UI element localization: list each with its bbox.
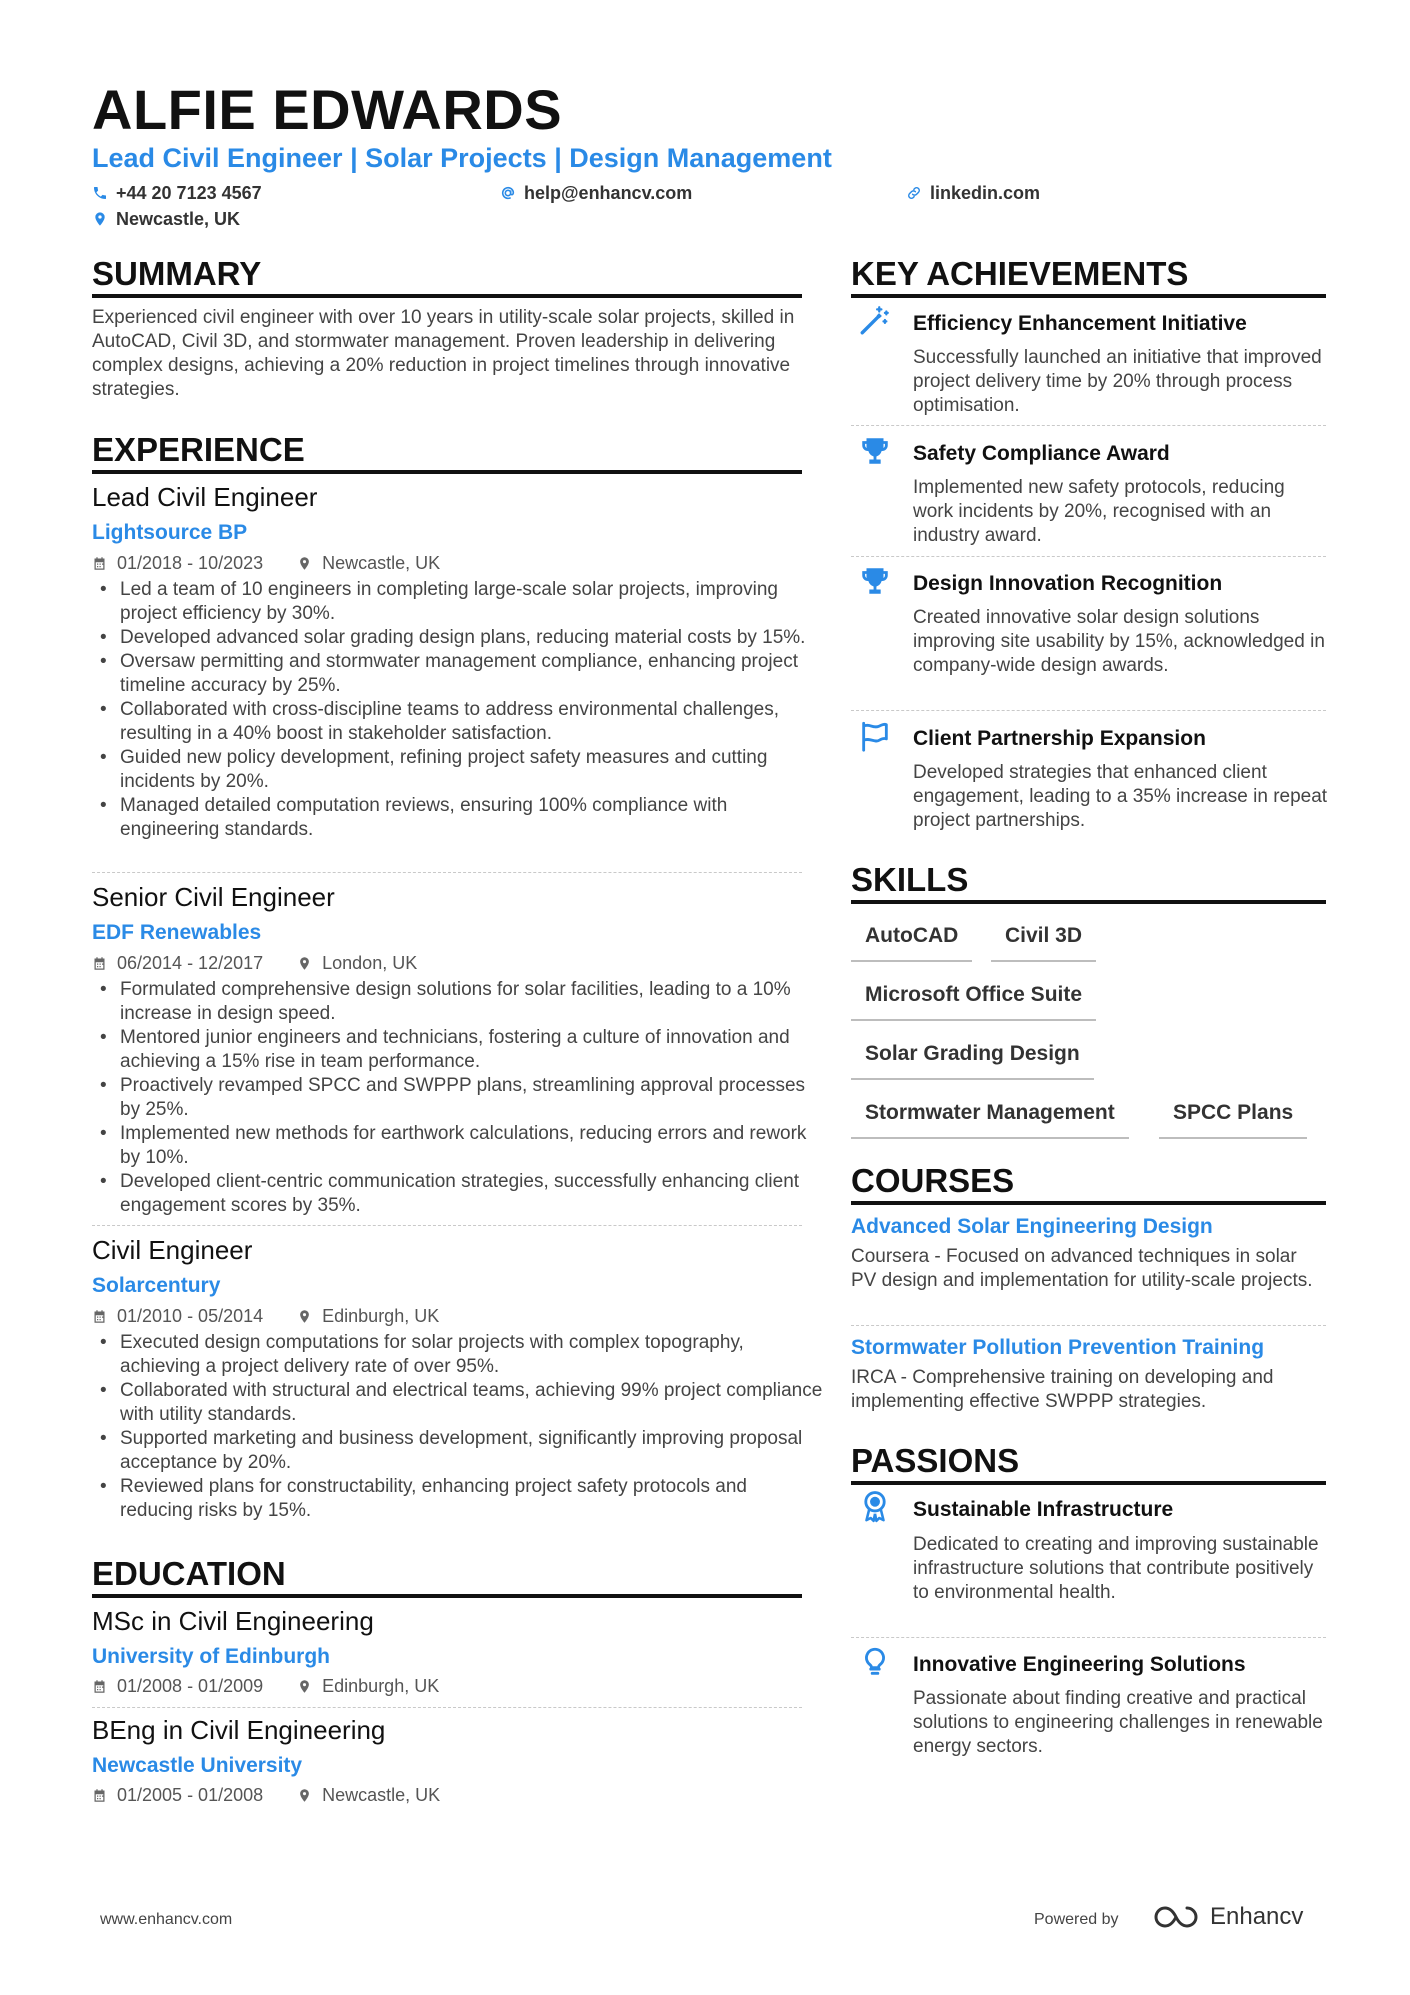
job-bullet: • Developed advanced solar grading design plans, reducing material costs by 15%. xyxy=(120,626,825,650)
job-title: Civil Engineer xyxy=(92,1235,253,1265)
job-bullet: • Collaborated with cross-discipline teams to address environmental challenges, resulting in a 40% boost in stakeholder satisfaction. xyxy=(120,698,825,746)
achievement-title: Design Innovation Recognition xyxy=(913,572,1223,595)
achievement-title: Safety Compliance Award xyxy=(913,442,1170,465)
location-pin-icon xyxy=(297,556,312,571)
achievements-rule xyxy=(851,294,1326,298)
job-title: Senior Civil Engineer xyxy=(92,882,335,912)
education-rule xyxy=(92,1594,802,1598)
education-dates: 01/2008 - 01/2009 xyxy=(117,1676,264,1696)
passions-rule xyxy=(851,1481,1326,1485)
job-dates: 01/2018 - 10/2023 xyxy=(117,553,264,573)
job-bullets xyxy=(92,978,825,1218)
passion-text: Dedicated to creating and improving sustainable infrastructure solutions that contribute positively to environmental health. xyxy=(913,1534,1319,1603)
skill-tag: Stormwater Management xyxy=(851,1102,1129,1139)
degree-title: MSc in Civil Engineering xyxy=(92,1606,374,1636)
calendar-icon xyxy=(92,1679,107,1694)
achievement-title: Efficiency Enhancement Initiative xyxy=(913,312,1247,335)
location-pin-icon xyxy=(297,956,312,971)
job-bullet: • Implemented new methods for earthwork calculations, reducing errors and rework by 10%. xyxy=(120,1122,825,1170)
summary-heading: SUMMARY xyxy=(92,255,262,292)
passion-text: Passionate about finding creative and practical solutions to engineering challenges in renewable energy sectors. xyxy=(913,1688,1323,1757)
trophy-icon xyxy=(855,564,895,604)
achievement-text: Developed strategies that enhanced client engagement, leading to a 35% increase in repeat project partnerships. xyxy=(913,762,1328,831)
skills-heading: SKILLS xyxy=(851,861,969,898)
job-bullet: • Mentored junior engineers and technicians, fostering a culture of innovation and achieving a 15% rise in team performance. xyxy=(120,1026,825,1074)
summary-rule xyxy=(92,294,802,298)
job-meta xyxy=(92,954,441,972)
skill-tag: Civil 3D xyxy=(991,925,1096,962)
divider xyxy=(851,425,1326,426)
candidate-title: Lead Civil Engineer | Solar Projects | Design Management xyxy=(92,143,832,173)
magic-wand-icon xyxy=(855,303,895,343)
email-text: help@enhancv.com xyxy=(524,183,693,203)
job-bullet: • Formulated comprehensive design solutions for solar facilities, leading to a 10% increase in design speed. xyxy=(120,978,825,1026)
job-location: Edinburgh, UK xyxy=(322,1306,440,1326)
education-dates: 01/2005 - 01/2008 xyxy=(117,1785,264,1805)
divider xyxy=(851,1325,1326,1326)
award-ribbon-icon xyxy=(855,1489,895,1529)
job-bullet: • Collaborated with structural and electrical teams, achieving 99% project compliance with utility standards. xyxy=(120,1379,825,1427)
job-bullet: • Managed detailed computation reviews, ensuring 100% compliance with engineering standards. xyxy=(120,794,825,842)
skills-rule xyxy=(851,900,1326,904)
course-title: Advanced Solar Engineering Design xyxy=(851,1215,1213,1238)
footer-website[interactable]: www.enhancv.com xyxy=(100,1911,233,1928)
location-pin-icon xyxy=(297,1788,312,1803)
job-bullets xyxy=(92,1331,825,1523)
school-name: University of Edinburgh xyxy=(92,1645,331,1668)
location-text: Newcastle, UK xyxy=(116,209,241,229)
job-company: Solarcentury xyxy=(92,1274,221,1297)
footer-powered-by: Powered by xyxy=(1034,1911,1119,1928)
skill-tag: AutoCAD xyxy=(851,925,972,962)
location-pin-icon xyxy=(297,1309,312,1324)
candidate-name: ALFIE EDWARDS xyxy=(92,78,563,141)
link-icon xyxy=(906,185,922,201)
job-company: Lightsource BP xyxy=(92,521,248,544)
location-pin-icon xyxy=(92,211,108,227)
course-text: IRCA - Comprehensive training on developing and implementing effective SWPPP strategies. xyxy=(851,1367,1274,1412)
lightbulb-icon xyxy=(855,1645,895,1685)
calendar-icon xyxy=(92,956,107,971)
contact-linkedin[interactable] xyxy=(906,184,1040,202)
job-bullet: • Executed design computations for solar projects with complex topography, achieving a project delivery rate of over 95%. xyxy=(120,1331,825,1379)
education-meta xyxy=(92,1786,464,1804)
divider xyxy=(92,1707,802,1708)
skill-tag: Solar Grading Design xyxy=(851,1043,1094,1080)
skill-tag: Microsoft Office Suite xyxy=(851,984,1096,1021)
course-text: Coursera - Focused on advanced techniques in solar PV design and implementation for utility-scale projects. xyxy=(851,1246,1313,1291)
flag-icon xyxy=(855,719,895,759)
at-sign-icon xyxy=(500,185,516,201)
job-bullet: • Developed client-centric communication strategies, successfully enhancing client engagement scores by 35%. xyxy=(120,1170,825,1218)
phone-text: +44 20 7123 4567 xyxy=(116,183,262,203)
calendar-icon xyxy=(92,1309,107,1324)
job-title: Lead Civil Engineer xyxy=(92,482,318,512)
experience-rule xyxy=(92,470,802,474)
job-company: EDF Renewables xyxy=(92,921,262,944)
passion-title: Sustainable Infrastructure xyxy=(913,1498,1174,1521)
divider xyxy=(92,1225,802,1226)
achievement-text: Implemented new safety protocols, reducing work incidents by 20%, recognised with an industry award. xyxy=(913,477,1285,546)
linkedin-text: linkedin.com xyxy=(930,183,1041,203)
phone-icon xyxy=(92,185,108,201)
course-title: Stormwater Pollution Prevention Training xyxy=(851,1336,1265,1359)
trophy-icon xyxy=(855,434,895,474)
job-bullet: • Reviewed plans for constructability, enhancing project safety protocols and reducing risks by 15%. xyxy=(120,1475,825,1523)
footer-brand[interactable] xyxy=(1154,1903,1303,1931)
job-bullet: • Proactively revamped SPCC and SWPPP plans, streamlining approval processes by 25%. xyxy=(120,1074,825,1122)
footer-brand-text: Enhancv xyxy=(1210,1903,1304,1930)
job-location: Newcastle, UK xyxy=(322,553,441,573)
passion-title: Innovative Engineering Solutions xyxy=(913,1653,1246,1676)
education-meta xyxy=(92,1677,463,1695)
location-pin-icon xyxy=(297,1679,312,1694)
contact-phone[interactable] xyxy=(92,184,262,202)
achievement-title: Client Partnership Expansion xyxy=(913,727,1206,750)
courses-rule xyxy=(851,1201,1326,1205)
job-dates: 01/2010 - 05/2014 xyxy=(117,1306,264,1326)
achievements-heading: KEY ACHIEVEMENTS xyxy=(851,255,1189,292)
job-bullet: • Led a team of 10 engineers in completing large-scale solar projects, improving project efficiency by 30%. xyxy=(120,578,825,626)
job-dates: 06/2014 - 12/2017 xyxy=(117,953,264,973)
job-bullet: • Supported marketing and business development, significantly improving proposal acceptance by 20%. xyxy=(120,1427,825,1475)
education-location: Newcastle, UK xyxy=(322,1785,441,1805)
divider xyxy=(92,872,802,873)
education-heading: EDUCATION xyxy=(92,1555,286,1592)
calendar-icon xyxy=(92,556,107,571)
calendar-icon xyxy=(92,1788,107,1803)
divider xyxy=(851,710,1326,711)
job-location: London, UK xyxy=(322,953,418,973)
job-bullet: • Guided new policy development, refining project safety measures and cutting incidents by 20%. xyxy=(120,746,825,794)
summary-text: Experienced civil engineer with over 10 years in utility-scale solar projects, skilled in AutoCAD, Civil 3D, and stormwater management. Proven leadership in delivering complex designs, achieving a 20% reduction in project timelines through innovative strategies. xyxy=(92,307,795,400)
job-bullets xyxy=(92,578,825,842)
skill-tag: SPCC Plans xyxy=(1159,1102,1307,1139)
enhancv-logo-icon xyxy=(1154,1903,1200,1931)
achievement-text: Created innovative solar design solutions improving site usability by 15%, acknowledged in company-wide design awards. xyxy=(913,607,1325,676)
degree-title: BEng in Civil Engineering xyxy=(92,1715,386,1745)
experience-heading: EXPERIENCE xyxy=(92,431,305,468)
divider xyxy=(851,556,1326,557)
education-location: Edinburgh, UK xyxy=(322,1676,440,1696)
contact-location xyxy=(92,210,240,228)
contact-email[interactable] xyxy=(500,184,692,202)
achievement-text: Successfully launched an initiative that improved project delivery time by 20% through process optimisation. xyxy=(913,347,1322,416)
passions-heading: PASSIONS xyxy=(851,1442,1020,1479)
courses-heading: COURSES xyxy=(851,1162,1015,1199)
school-name: Newcastle University xyxy=(92,1754,303,1777)
job-meta xyxy=(92,1307,463,1325)
job-bullet: • Oversaw permitting and stormwater management compliance, enhancing project timeline accuracy by 25%. xyxy=(120,650,825,698)
divider xyxy=(851,1637,1326,1638)
job-meta xyxy=(92,554,464,572)
